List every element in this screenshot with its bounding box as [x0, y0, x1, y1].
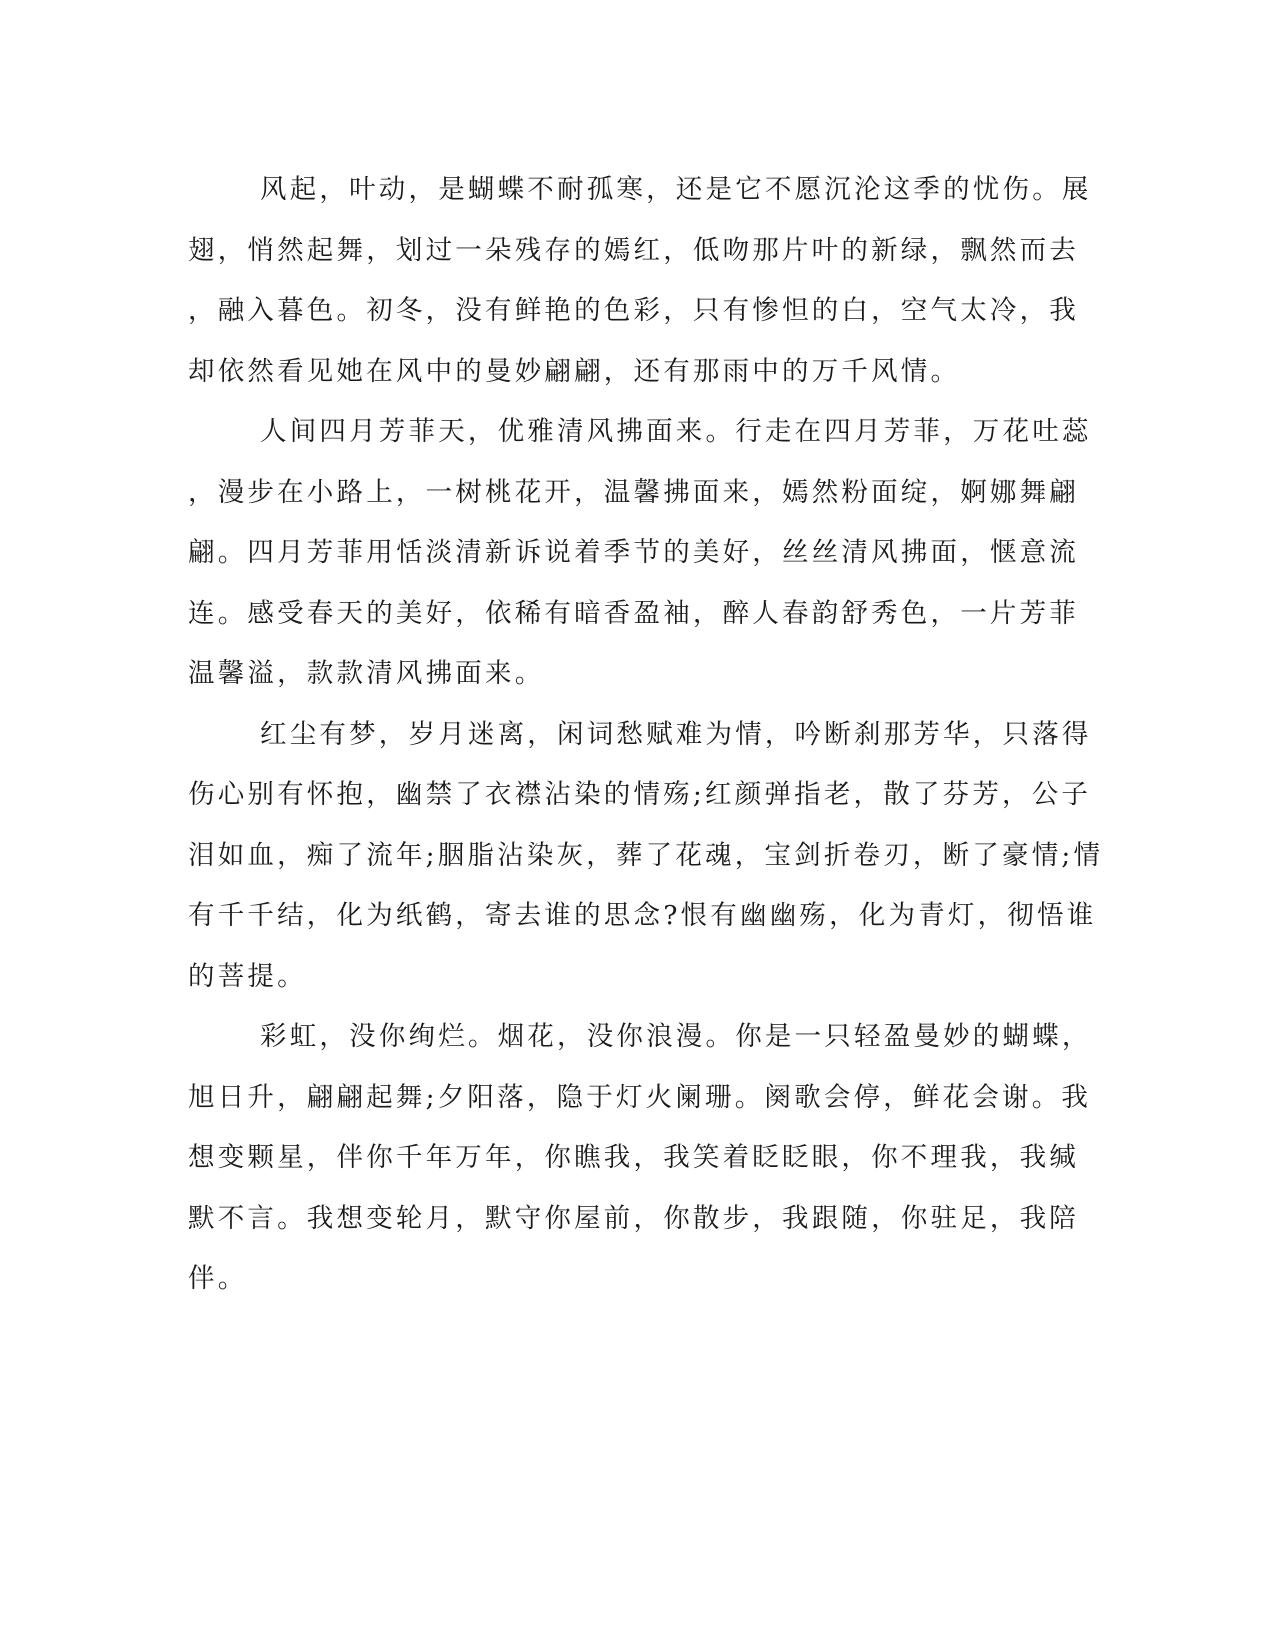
paragraph-line: 伴。 [188, 1263, 248, 1294]
paragraph-3 [188, 705, 1104, 1008]
paragraph-line: 红尘有梦，岁月迷离，闲词愁赋难为情，吟断刹那芳华，只落得 [260, 718, 1092, 750]
document-body [188, 160, 1104, 1310]
paragraph-line: 的菩提。 [188, 960, 307, 992]
paragraph-line: 彩虹，没你绚烂。烟花，没你浪漫。你是一只轻盈曼妙的蝴蝶， [260, 1021, 1092, 1052]
paragraph-line: 翅，悄然起舞，划过一朵残存的嫣红，低吻那片叶的新绿，飘然而去 [188, 234, 1079, 266]
paragraph-line: 想变颗星，伴你千年万年，你瞧我，我笑着眨眨眼，你不理我，我缄 [188, 1142, 1079, 1173]
paragraph-line: ，漫步在小路上，一树桃花开，温馨拂面来，嫣然粉面绽，婀娜舞翩 [188, 476, 1079, 508]
paragraph-line: 连。感受春天的美好，依稀有暗香盈袖，醉人春韵舒秀色，一片芳菲 [188, 597, 1079, 629]
paragraph-line: ，融入暮色。初冬，没有鲜艳的色彩，只有惨怛的白，空气太冷，我 [188, 295, 1079, 326]
paragraph-line: 有千千结，化为纸鹤，寄去谁的思念?恨有幽幽殇，化为青灯，彻悟谁 [188, 900, 1097, 931]
paragraph-line: 却依然看见她在风中的曼妙翩翩，还有那雨中的万千风情。 [188, 355, 961, 387]
paragraph-line: 默不言。我想变轮月，默守你屋前，你散步，我跟随，你驻足，我陪 [188, 1202, 1079, 1234]
paragraph-line: 旭日升，翩翩起舞;夕阳落，隐于灯火阑珊。阕歌会停，鲜花会谢。我 [188, 1081, 1092, 1113]
paragraph-line: 泪如血，痴了流年;胭脂沾染灰，葬了花魂，宝剑折卷刃，断了豪情;情 [188, 839, 1104, 871]
paragraph-4 [188, 1007, 1092, 1310]
paragraph-line: 温馨溢，款款清风拂面来。 [188, 658, 545, 689]
paragraph-line: 风起，叶动，是蝴蝶不耐孤寒，还是它不愿沉沦这季的忧伤。展 [260, 174, 1092, 205]
paragraph-line: 人间四月芳菲天，优雅清风拂面来。行走在四月芳菲，万花吐蕊 [260, 416, 1092, 447]
paragraph-line: 伤心别有怀抱，幽禁了衣襟沾染的情殇;红颜弹指老，散了芬芳，公子 [188, 779, 1092, 810]
paragraph-line: 翩。四月芳菲用恬淡清新诉说着季节的美好，丝丝清风拂面，惬意流 [188, 537, 1079, 568]
paragraph-2 [188, 402, 1092, 705]
paragraph-1 [188, 160, 1092, 402]
